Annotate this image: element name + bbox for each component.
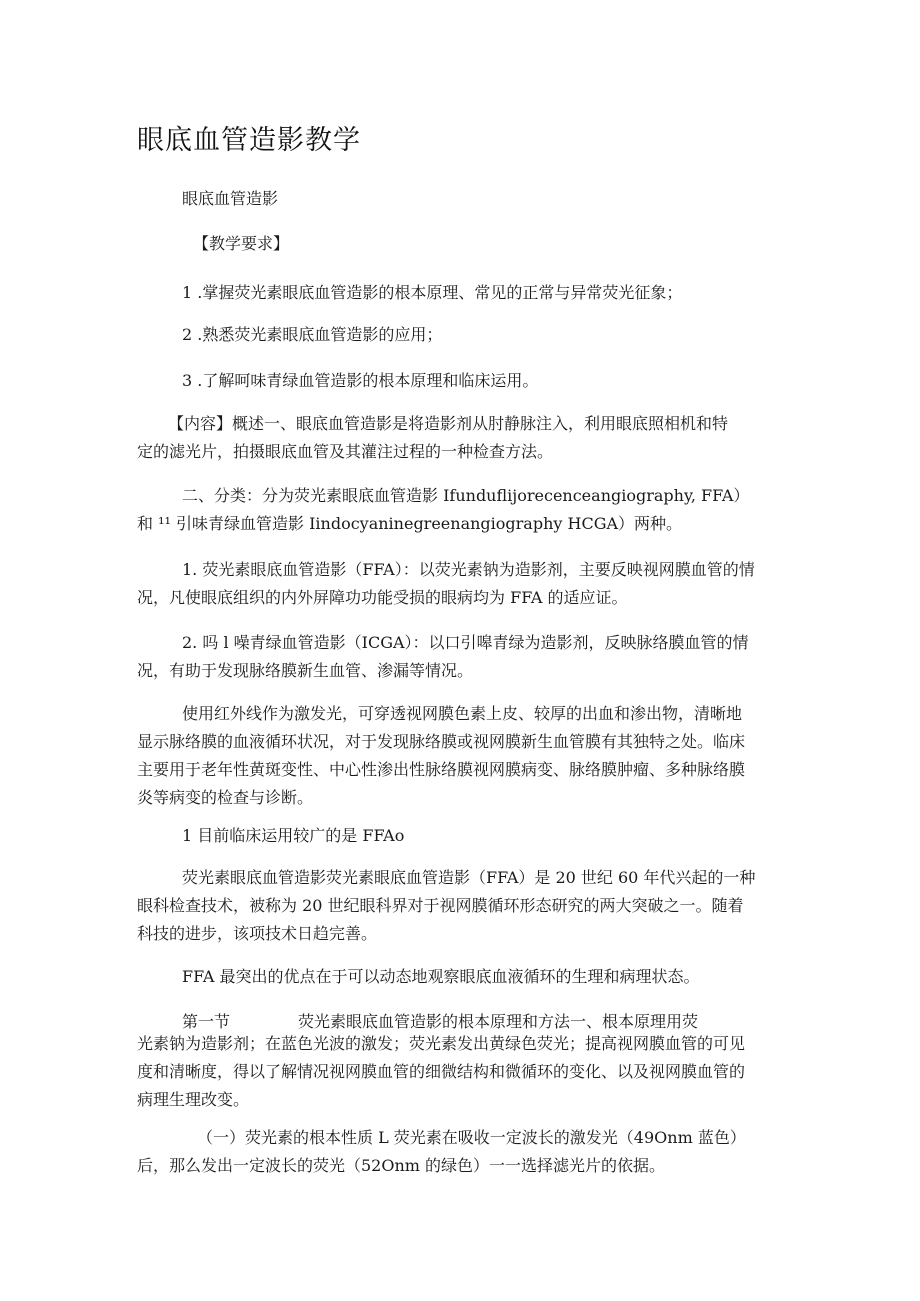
section-1-paragraph (137, 1030, 785, 1114)
classification-line-2: 和 ¹¹ 引味青绿血管造影 Iindocyaninegreenangiography HCGA）两种。 (137, 514, 683, 533)
infrared-line-4: 炎等病变的检查与诊断。 (137, 788, 314, 807)
section-1-line-2: 度和清晰度，得以了解情况视网膜血管的细微结构和微循环的变化、以及视网膜血管的 (137, 1062, 746, 1081)
document-title: 眼底血管造影教学 (137, 125, 361, 156)
content-line-1: 【内容】概述一、眼底血管造影是将造影剂从肘静脉注入，利用眼底照相机和特 (168, 414, 729, 433)
classification-paragraph (137, 482, 785, 538)
infrared-line-1: 使用红外线作为激发光，可穿透视网膜色素上皮、较厚的出血和渗出物，清晰地 (182, 704, 743, 723)
history-line-1: 荧光素眼底血管造影荧光素眼底血管造影（FFA）是 20 世纪 60 年代兴起的一种 (182, 868, 756, 887)
property-line-1: （一）荧光素的根本性质 L 荧光素在吸收一定波长的激发光（49Onm 蓝色） (197, 1128, 746, 1147)
content-line-2: 定的滤光片，拍摄眼底血管及其灌注过程的一种检查方法。 (137, 442, 554, 461)
requirement-item-3: 3 .了解呵味青绿血管造影的根本原理和临床运用。 (182, 371, 539, 390)
content-paragraph (137, 410, 785, 466)
requirement-item-2: 2 .熟悉荧光素眼底血管造影的应用； (182, 325, 443, 344)
infrared-paragraph (137, 700, 785, 812)
requirement-item-1: 1 .掌握荧光素眼底血管造影的根本原理、常见的正常与异常荧光征象； (182, 283, 683, 302)
advantage-line: FFA 最突出的优点在于可以动态地观察眼底血液循环的生理和病理状态。 (182, 967, 700, 986)
requirements-heading: 【教学要求】 (193, 234, 290, 253)
property-paragraph (137, 1124, 785, 1180)
icga-paragraph (137, 629, 785, 685)
ffa-paragraph (137, 556, 785, 612)
section-1-line-1: 光素钠为造影剂；在蓝色光波的激发；荧光素发出黄绿色荧光；提高视网膜血管的可见 (137, 1034, 746, 1053)
infrared-line-3: 主要用于老年性黄斑变性、中心性渗出性脉络膜视网膜病变、脉络膜肿瘤、多种脉络膜 (137, 760, 746, 779)
infrared-line-2: 显示脉络膜的血液循环状况，对于发现脉络膜或视网膜新生血管膜有其独特之处。临床 (137, 732, 746, 751)
section-1-label: 第一节 (182, 1012, 231, 1031)
history-line-3: 科技的进步，该项技术日趋完善。 (137, 924, 378, 943)
ffa-line-1: 1. 荧光素眼底血管造影（FFA）：以荧光素钠为造影剂，主要反映视网膜血管的情 (182, 560, 755, 579)
icga-line-2: 况，有助于发现脉络膜新生血管、渗漏等情况。 (137, 661, 474, 680)
classification-line-1: 二、分类：分为荧光素眼底血管造影 Ifunduflijorecenceangiography, FFA） (182, 486, 750, 505)
history-paragraph (137, 864, 785, 948)
section-1-title: 荧光素眼底血管造影的根本原理和方法一、根本原理用荧 (298, 1012, 699, 1031)
current-use-line: 1 目前临床运用较广的是 FFAo (182, 826, 405, 845)
icga-line-1: 2. 吗 l 噪青绿血管造影（ICGA）：以口引嗥青绿为造影剂，反映脉络膜血管的情 (182, 633, 749, 652)
history-line-2: 眼科检查技术，被称为 20 世纪眼科界对于视网膜循环形态研究的两大突破之一。随着 (137, 896, 744, 915)
ffa-line-2: 况，凡使眼底组织的内外屏障功功能受损的眼病均为 FFA 的适应证。 (137, 588, 628, 607)
property-line-2: 后，那么发出一定波长的荧光（52Onm 的绿色）一一选择滤光片的依据。 (137, 1156, 666, 1175)
section-1-line-3: 病理生理改变。 (137, 1090, 250, 1109)
subtitle: 眼底血管造影 (182, 189, 279, 208)
